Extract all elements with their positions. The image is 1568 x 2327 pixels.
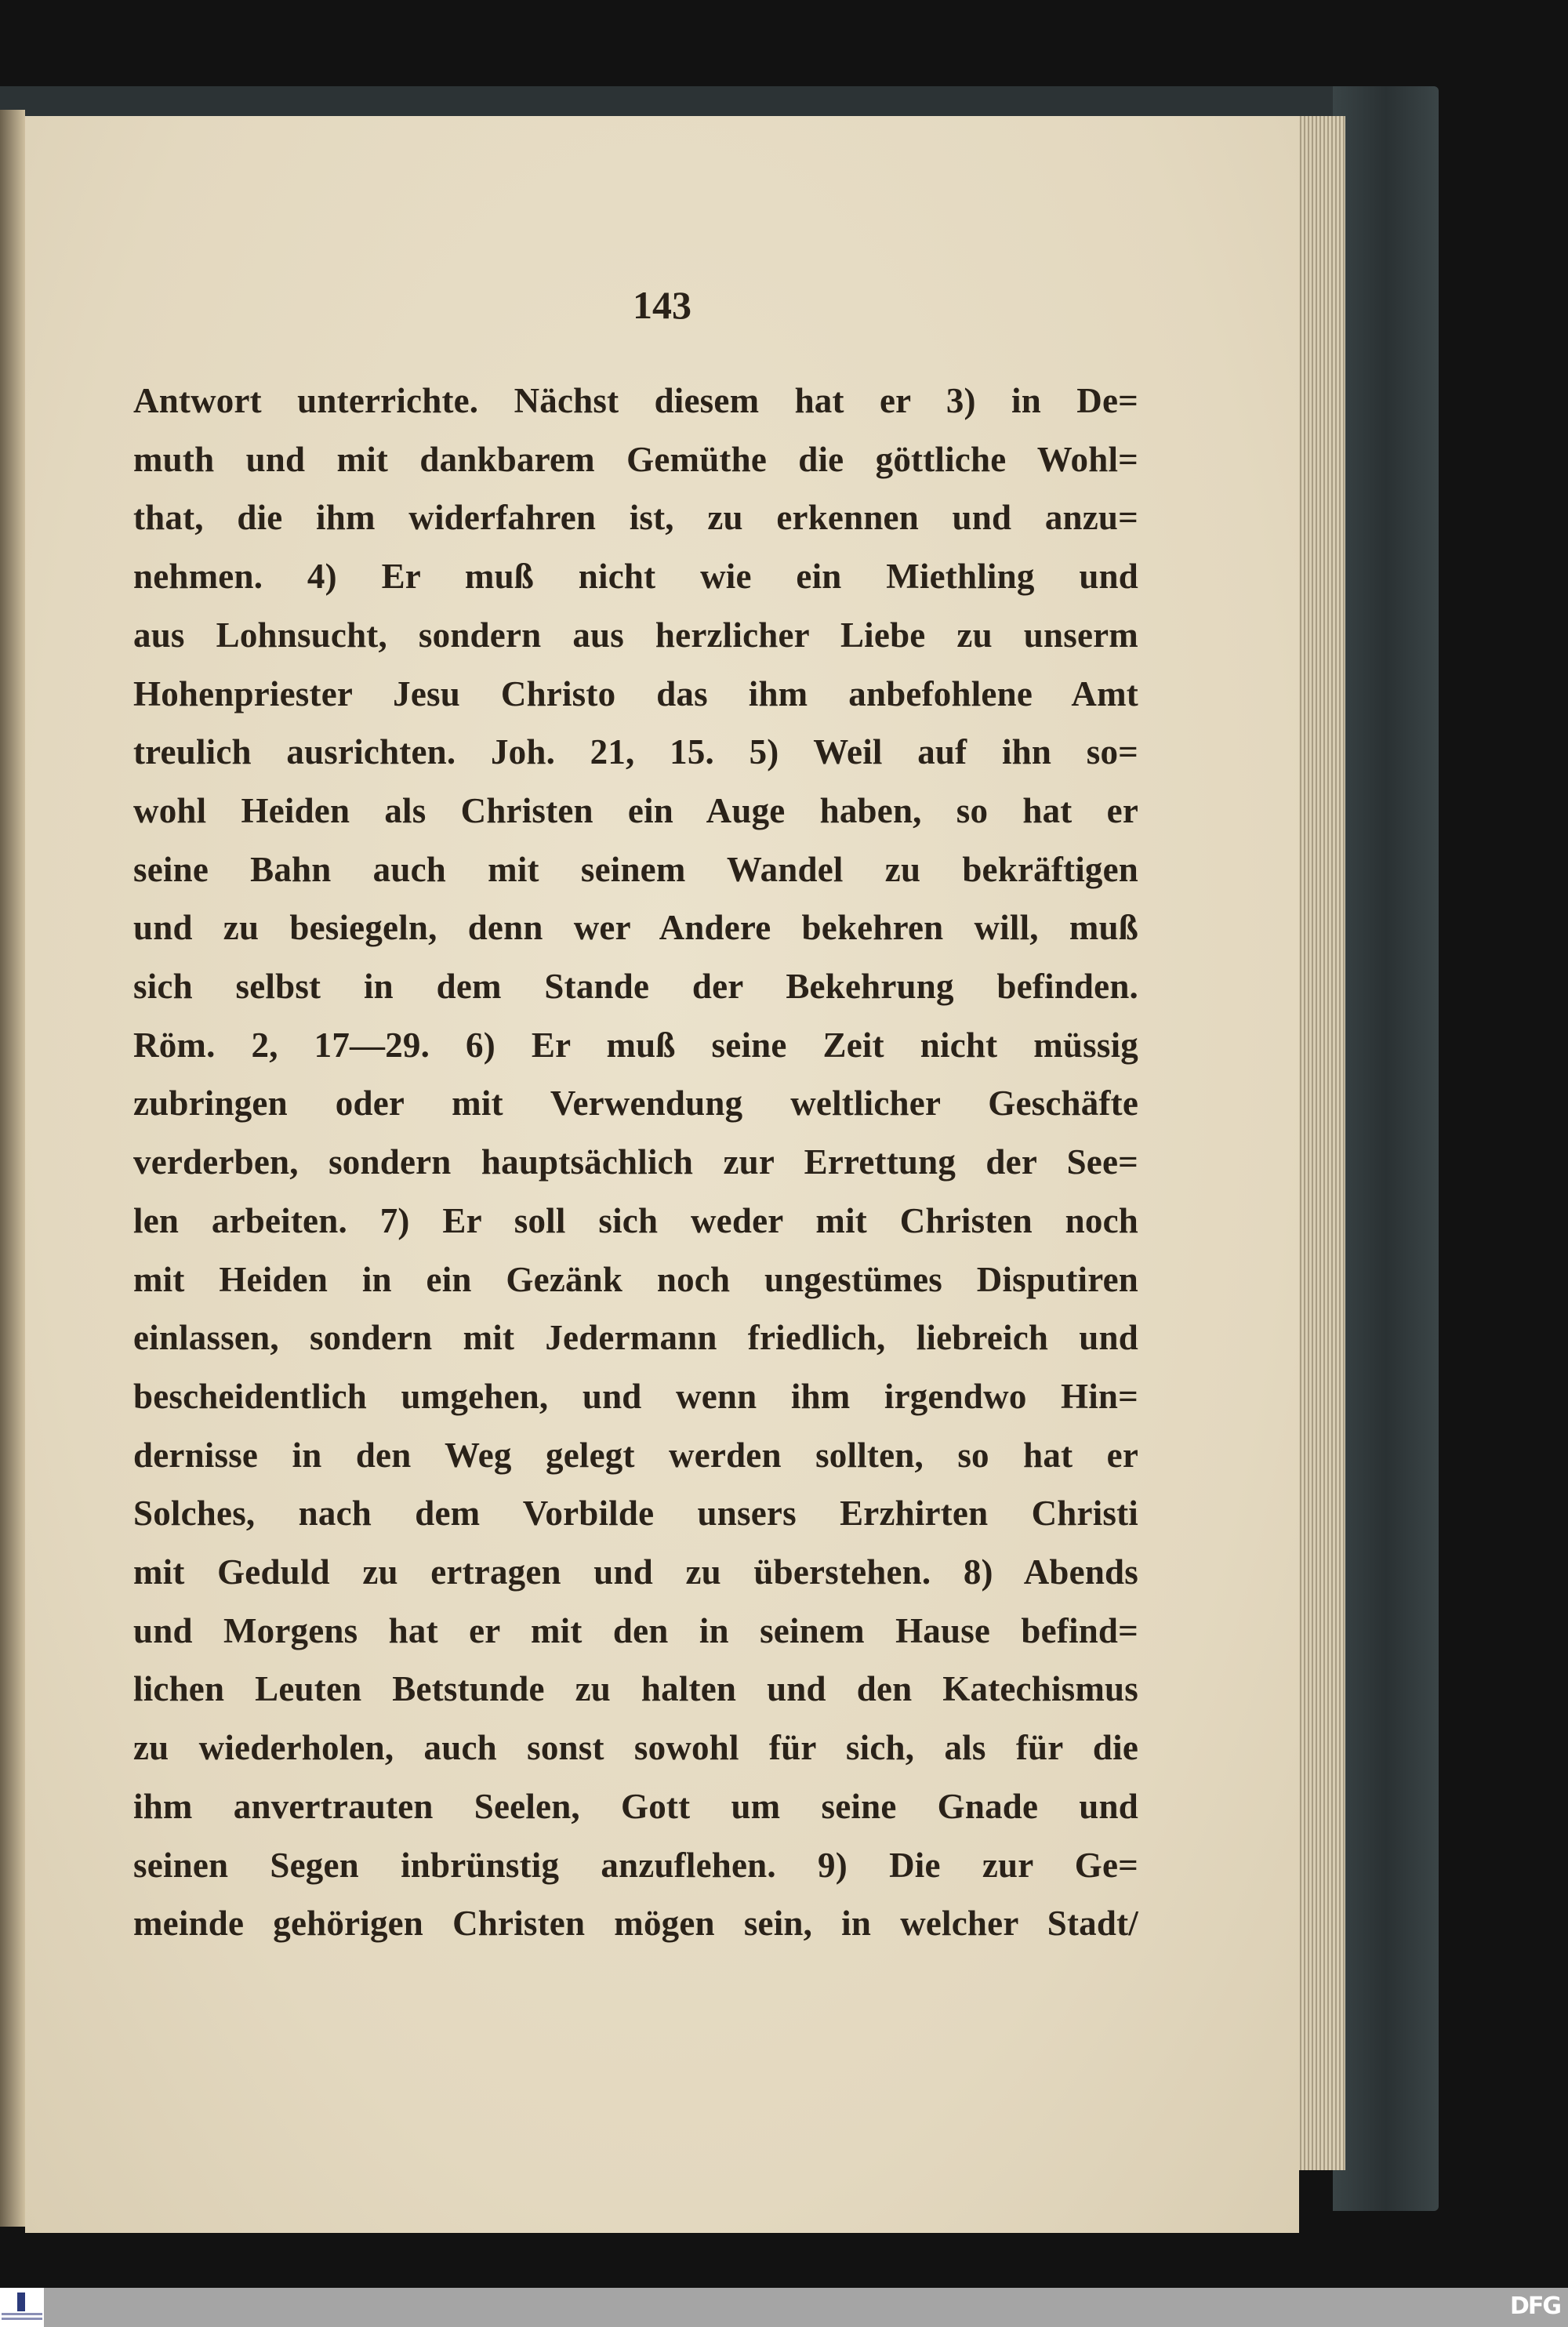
text-line: that, die ihm widerfahren ist, zu erkennen und anzu= — [133, 498, 1138, 538]
text-line: muth und mit dankbarem Gemüthe die göttliche Wohl= — [133, 439, 1138, 479]
text-line: und Morgens hat er mit den in seinem Hause befind= — [133, 1610, 1138, 1650]
text-line: seinen Segen inbrünstig anzuflehen. 9) Die zur Ge= — [133, 1845, 1138, 1885]
logo-lettering — [2, 2313, 42, 2315]
text-line: bescheidentlich umgehen, und wenn ihm irgendwo Hin= — [133, 1376, 1138, 1416]
text-line: ihm anvertrauten Seelen, Gott um seine Gnade und — [133, 1786, 1138, 1826]
dfg-logo[interactable]: DFG — [1509, 2293, 1560, 2320]
text-line: zubringen oder mit Verwendung weltlicher Geschäfte — [133, 1084, 1138, 1124]
text-line: lichen Leuten Betstunde zu halten und den Katechismus — [133, 1669, 1138, 1709]
institution-logo[interactable] — [0, 2288, 44, 2327]
text-line: Röm. 2, 17—29. 6) Er muß seine Zeit nicht müssig — [133, 1025, 1138, 1065]
book-top-edge — [0, 86, 1380, 118]
book-page — [25, 116, 1299, 2233]
text-line: mit Geduld zu ertragen und zu überstehen. 8) Abends — [133, 1552, 1138, 1592]
page-edges — [1294, 116, 1345, 2170]
text-line: Solches, nach dem Vorbilde unsers Erzhirten Christi — [133, 1494, 1138, 1534]
text-line: verderben, sondern hauptsächlich zur Errettung der See= — [133, 1142, 1138, 1182]
text-line: meinde gehörigen Christen mögen sein, in welcher Stadt/ — [133, 1904, 1138, 1944]
text-line: sich selbst in dem Stande der Bekehrung befinden. — [133, 967, 1138, 1006]
text-line: nehmen. 4) Er muß nicht wie ein Miethling und — [133, 557, 1138, 597]
text-line: mit Heiden in ein Gezänk noch ungestümes Disputiren — [133, 1259, 1138, 1299]
text-line: len arbeiten. 7) Er soll sich weder mit Christen noch — [133, 1200, 1138, 1240]
text-line: einlassen, sondern mit Jedermann friedlich, liebreich und — [133, 1318, 1138, 1358]
logo-figure-icon — [17, 2293, 25, 2311]
text-line: treulich ausrichten. Joh. 21, 15. 5) Weil auf ihn so= — [133, 732, 1138, 772]
text-line: Hohenpriester Jesu Christo das ihm anbefohlene Amt — [133, 673, 1138, 713]
text-line: zu wiederholen, auch sonst sowohl für sich, als für die — [133, 1728, 1138, 1768]
text-line: aus Lohnsucht, sondern aus herzlicher Liebe zu unserm — [133, 615, 1138, 655]
facing-page-edge — [0, 110, 25, 2227]
text-line: seine Bahn auch mit seinem Wandel zu bekräftigen — [133, 849, 1138, 889]
text-line: wohl Heiden als Christen ein Auge haben, so hat er — [133, 790, 1138, 830]
viewer-footer-bar — [0, 2288, 1568, 2327]
text-line: Antwort unterrichte. Nächst diesem hat er 3) in De= — [133, 381, 1138, 420]
book-cover — [1333, 86, 1439, 2211]
text-line: dernisse in den Weg gelegt werden sollten, so hat er — [133, 1435, 1138, 1475]
page-number: 143 — [633, 283, 691, 327]
text-line: und zu besiegeln, denn wer Andere bekehren will, muß — [133, 908, 1138, 948]
